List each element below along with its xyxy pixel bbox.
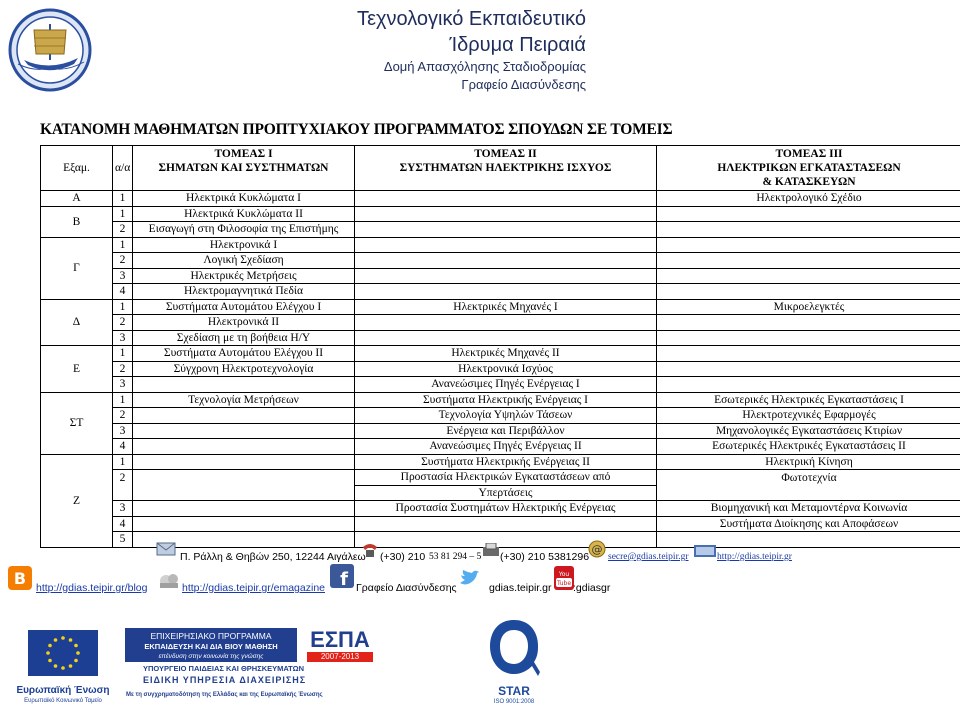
semester-cell: Β xyxy=(41,206,113,237)
blogger-icon xyxy=(8,566,32,590)
svg-text:@: @ xyxy=(591,543,603,556)
sector-1-cell: Τεχνολογία Μετρήσεων xyxy=(133,392,355,408)
semester-cell: Ζ xyxy=(41,454,113,547)
aa-cell xyxy=(113,485,133,501)
sector-3-cell xyxy=(657,346,960,362)
sector-1-cell xyxy=(133,454,355,470)
sector-1-cell: Λογική Σχεδίαση xyxy=(133,253,355,269)
sector-3-cell: Βιομηχανική και Μεταμοντέρνα Κοινωνία xyxy=(657,501,960,517)
sector-1-cell xyxy=(133,408,355,424)
sector-3-cell xyxy=(657,268,960,284)
sector-1-cell xyxy=(133,516,355,532)
espa-text: ΕΣΠΑ xyxy=(310,627,370,652)
sector-3-cell xyxy=(657,284,960,300)
table-row xyxy=(41,191,960,207)
header-line-1: Τεχνολογικό Εκπαιδευτικό xyxy=(357,8,586,30)
programme-line-1: ΕΠΙΧΕΙΡΗΣΙΑΚΟ ΠΡΟΓΡΑΜΜΑ xyxy=(150,631,272,641)
sector-2-cell xyxy=(355,206,657,222)
sector-3-cell xyxy=(657,330,960,346)
eu-star-icon xyxy=(46,651,50,655)
sector-3-cell xyxy=(657,253,960,269)
aa-cell: 4 xyxy=(113,284,133,300)
sector-2-cell: Ενέργεια και Περιβάλλον xyxy=(355,423,657,439)
sector-3-cell: Φωτοτεχνία xyxy=(657,470,960,486)
ministry-line-1: ΥΠΟΥΡΓΕΙΟ ΠΑΙΔΕΙΑΣ ΚΑΙ ΘΡΗΣΚΕΥΜΑΤΩΝ xyxy=(143,664,305,673)
sector-2-cell: Τεχνολογία Υψηλών Τάσεων xyxy=(355,408,657,424)
aa-cell: 1 xyxy=(113,237,133,253)
aa-cell: 1 xyxy=(113,191,133,207)
eu-logo xyxy=(14,628,112,704)
sector-1-cell xyxy=(133,470,355,486)
header-line-4: Γραφείο Διασύνδεσης xyxy=(461,77,586,92)
cofunding-text: Με τη συγχρηματοδότηση της Ελλάδας και της Ευρωπαϊκής Ένωσης xyxy=(126,692,323,698)
sector-3-cell xyxy=(657,237,960,253)
eu-star-icon xyxy=(74,644,78,648)
fax-number: (+30) 210 5381296 xyxy=(500,551,590,563)
twitter-handle: gdias.teipir.gr xyxy=(489,582,552,594)
svg-text:B: B xyxy=(13,569,27,588)
sector-1-cell: Εισαγωγή στη Φιλοσοφία της Επιστήμης xyxy=(133,222,355,238)
sector-2-cell: Ηλεκτρικές Μηχανές ΙΙ xyxy=(355,346,657,362)
aa-cell: 2 xyxy=(113,408,133,424)
espa-years: 2007-2013 xyxy=(307,652,373,662)
phone-number: 53 81 294 – 5 xyxy=(429,552,482,562)
table-row xyxy=(41,315,960,331)
programme-line-3: επένδυση στην κοινωνία της γνώσης xyxy=(158,653,264,660)
sector-3-cell xyxy=(657,485,960,501)
table-row xyxy=(41,392,960,408)
sector-3-cell: Μικροελεγκτές xyxy=(657,299,960,315)
iso-text: ISO 9001:2008 xyxy=(493,699,535,705)
aa-header: α/α xyxy=(113,146,133,191)
table-row xyxy=(41,501,960,517)
semester-cell: Γ xyxy=(41,237,113,299)
table-row xyxy=(41,222,960,238)
semester-cell: Ε xyxy=(41,346,113,393)
aa-cell: 1 xyxy=(113,346,133,362)
aa-cell: 3 xyxy=(113,501,133,517)
envelope-icon xyxy=(156,541,176,557)
fax-icon xyxy=(482,543,500,557)
sector-3-cell: Εσωτερικές Ηλεκτρικές Εγκαταστάσεις ΙΙ xyxy=(657,439,960,455)
emagazine-link[interactable]: http://gdias.teipir.gr/emagazine xyxy=(182,582,326,594)
table-row xyxy=(41,470,960,486)
aa-cell: 2 xyxy=(113,315,133,331)
eu-star-icon xyxy=(61,666,65,670)
sector-1-cell: Ηλεκτρικά Κυκλώματα ΙΙ xyxy=(133,206,355,222)
aa-cell: 3 xyxy=(113,268,133,284)
aa-cell: 1 xyxy=(113,299,133,315)
eu-star-icon xyxy=(69,664,73,668)
table-row xyxy=(41,284,960,300)
sector-3-cell xyxy=(657,315,960,331)
eu-text: Ευρωπαϊκή Ένωση xyxy=(16,685,110,696)
sector-3-header: ΤΟΜΕΑΣ ΙΙΙ ΗΛΕΚΤΡΙΚΩΝ ΕΓΚΑΤΑΣΤΑΣΕΩΝ & ΚΑΤΑΣΚΕΥΩΝ xyxy=(657,146,960,191)
at-sign-icon xyxy=(588,540,606,558)
sector-2-cell xyxy=(355,532,657,548)
sector-2-cell xyxy=(355,237,657,253)
twitter-icon xyxy=(458,569,480,591)
table-row xyxy=(41,516,960,532)
aa-cell: 1 xyxy=(113,206,133,222)
sector-3-cell: Ηλεκτρολογικό Σχέδιο xyxy=(657,191,960,207)
semester-cell: Δ xyxy=(41,299,113,346)
svg-text:f: f xyxy=(340,569,348,588)
web-icon xyxy=(694,545,716,557)
table-row xyxy=(41,423,960,439)
table-row xyxy=(41,253,960,269)
eu-star-icon xyxy=(69,638,73,642)
star-iso-logo xyxy=(488,618,540,706)
table-row xyxy=(41,330,960,346)
aa-cell: 3 xyxy=(113,377,133,393)
sector-2-cell: Υπερτάσεις xyxy=(355,485,657,501)
table-row xyxy=(41,299,960,315)
sector-2-cell: Προστασία Ηλεκτρικών Εγκαταστάσεων από xyxy=(355,470,657,486)
eu-star-icon xyxy=(48,644,52,648)
aa-cell: 1 xyxy=(113,454,133,470)
sector-1-cell: Συστήματα Αυτομάτου Ελέγχου Ι xyxy=(133,299,355,315)
aa-cell: 1 xyxy=(113,392,133,408)
sector-1-cell: Σχεδίαση με τη βοήθεια Η/Υ xyxy=(133,330,355,346)
sector-1-cell: Συστήματα Αυτομάτου Ελέγχου ΙΙ xyxy=(133,346,355,362)
table-row xyxy=(41,532,960,548)
table-row xyxy=(41,377,960,393)
sector-2-cell: Ανανεώσιμες Πηγές Ενέργειας ΙΙ xyxy=(355,439,657,455)
youtube-icon xyxy=(554,566,574,590)
blog-link[interactable]: http://gdias.teipir.gr/blog xyxy=(36,582,148,594)
sector-3-cell xyxy=(657,222,960,238)
courses-table xyxy=(40,145,960,548)
eu-flag-icon xyxy=(14,628,112,680)
table-row xyxy=(41,268,960,284)
sector-3-cell xyxy=(657,361,960,377)
aa-cell: 3 xyxy=(113,330,133,346)
sector-3-cell xyxy=(657,377,960,393)
sector-2-cell xyxy=(355,253,657,269)
aa-cell: 4 xyxy=(113,439,133,455)
facebook-label: Γραφείο Διασύνδεσης xyxy=(356,582,457,594)
sector-3-cell: Μηχανολογικές Εγκαταστάσεις Κτιρίων xyxy=(657,423,960,439)
sector-2-cell: Συστήματα Ηλεκτρικής Ενέργειας Ι xyxy=(355,392,657,408)
ministry-line-2: ΕΙΔΙΚΗ ΥΠΗΡΕΣΙΑ ΔΙΑΧΕΙΡΙΣΗΣ xyxy=(143,675,307,685)
table-header-row xyxy=(41,146,960,191)
sector-3-cell: Ηλεκτρική Κίνηση xyxy=(657,454,960,470)
svg-text:You: You xyxy=(558,571,570,578)
semester-header: Εξαμ. xyxy=(41,146,113,191)
sector-3-cell: Συστήματα Διοίκησης και Αποφάσεων xyxy=(657,516,960,532)
table-row xyxy=(41,237,960,253)
aa-cell: 2 xyxy=(113,361,133,377)
sector-2-cell xyxy=(355,330,657,346)
eu-star-icon xyxy=(54,664,58,668)
semester-cell: ΣΤ xyxy=(41,392,113,454)
sector-1-cell xyxy=(133,377,355,393)
aa-cell: 5 xyxy=(113,532,133,548)
sector-1-cell: Σύγχρονη Ηλεκτροτεχνολογία xyxy=(133,361,355,377)
sector-3-cell xyxy=(657,206,960,222)
sector-2-cell: Προστασία Συστημάτων Ηλεκτρικής Ενέργειας xyxy=(355,501,657,517)
aa-cell: 3 xyxy=(113,423,133,439)
table-row xyxy=(41,408,960,424)
page-title: ΚΑΤΑΝΟΜΗ ΜΑΘΗΜΑΤΩΝ ΠΡΟΠΤΥΧΙΑΚΟΥ ΠΡΟΓΡΑΜΜΑΤΟΣ ΣΠΟΥΔΩΝ ΣΕ ΤΟΜΕΙΣ xyxy=(40,121,673,138)
eu-star-icon xyxy=(61,636,65,640)
aa-cell: 2 xyxy=(113,470,133,486)
address-text: Π. Ράλλη & Θηβών 250, 12244 Αιγάλεω xyxy=(180,551,366,563)
aa-cell: 4 xyxy=(113,516,133,532)
sector-3-cell: Εσωτερικές Ηλεκτρικές Εγκαταστάσεις Ι xyxy=(657,392,960,408)
emagazine-icon xyxy=(157,571,181,589)
teipir-ship-logo xyxy=(4,2,104,96)
sector-1-cell: Ηλεκτρικά Κυκλώματα Ι xyxy=(133,191,355,207)
eu-star-icon xyxy=(54,638,58,642)
svg-text:Tube: Tube xyxy=(556,580,572,587)
sector-1-cell xyxy=(133,485,355,501)
sector-2-cell xyxy=(355,516,657,532)
programme-line-2: ΕΚΠΑΙΔΕΥΣΗ ΚΑΙ ΔΙΑ ΒΙΟΥ ΜΑΘΗΣΗ xyxy=(144,642,278,651)
table-row xyxy=(41,439,960,455)
sector-2-cell xyxy=(355,268,657,284)
semester-cell: Α xyxy=(41,191,113,207)
sector-2-cell: Ηλεκτρονικά Ισχύος xyxy=(355,361,657,377)
sector-1-cell xyxy=(133,501,355,517)
sector-1-header: ΤΟΜΕΑΣ Ι ΣΗΜΑΤΩΝ ΚΑΙ ΣΥΣΤΗΜΑΤΩΝ xyxy=(133,146,355,191)
phone-icon xyxy=(360,541,380,559)
sector-2-cell: Συστήματα Ηλεκτρικής Ενέργειας ΙΙ xyxy=(355,454,657,470)
header-line-3: Δομή Απασχόλησης Σταδιοδρομίας xyxy=(383,59,586,74)
eu-star-icon xyxy=(74,659,78,663)
sector-2-cell: Ανανεώσιμες Πηγές Ενέργειας Ι xyxy=(355,377,657,393)
sector-2-cell xyxy=(355,315,657,331)
sector-2-cell xyxy=(355,222,657,238)
sector-1-cell: Ηλεκτρονικά ΙΙ xyxy=(133,315,355,331)
table-row xyxy=(41,206,960,222)
table-row xyxy=(41,485,960,501)
q-quality-icon xyxy=(488,618,540,680)
eu-star-icon xyxy=(76,651,80,655)
table-row xyxy=(41,454,960,470)
email-link[interactable]: secre@gdias.teipir.gr xyxy=(608,552,689,562)
table-row xyxy=(41,346,960,362)
website-link[interactable]: http://gdias.teipir.gr xyxy=(717,552,792,562)
sector-2-cell xyxy=(355,284,657,300)
sector-2-header: ΤΟΜΕΑΣ ΙΙ ΣΥΣΤΗΜΑΤΩΝ ΗΛΕΚΤΡΙΚΗΣ ΙΣΧΥΟΣ xyxy=(355,146,657,191)
sector-2-cell xyxy=(355,191,657,207)
youtube-handle: :gdiasgr xyxy=(573,582,611,594)
sector-1-cell xyxy=(133,423,355,439)
header-line-2: Ίδρυμα Πειραιά xyxy=(449,34,586,56)
phone-prefix: (+30) 210 xyxy=(380,551,426,563)
sector-2-cell: Ηλεκτρικές Μηχανές Ι xyxy=(355,299,657,315)
eu-subtext: Ευρωπαϊκό Κοινωνικό Ταμείο xyxy=(24,698,102,704)
eu-star-icon xyxy=(48,659,52,663)
sector-1-cell xyxy=(133,439,355,455)
aa-cell: 2 xyxy=(113,253,133,269)
table-row xyxy=(41,361,960,377)
sector-1-cell: Ηλεκτρονικά Ι xyxy=(133,237,355,253)
institution-header xyxy=(357,6,586,94)
sector-1-cell: Ηλεκτρομαγνητικά Πεδία xyxy=(133,284,355,300)
sector-1-cell: Ηλεκτρικές Μετρήσεις xyxy=(133,268,355,284)
star-text: STAR xyxy=(498,684,530,698)
facebook-icon xyxy=(330,564,354,588)
aa-cell: 2 xyxy=(113,222,133,238)
sector-3-cell: Ηλεκτροτεχνικές Εφαρμογές xyxy=(657,408,960,424)
